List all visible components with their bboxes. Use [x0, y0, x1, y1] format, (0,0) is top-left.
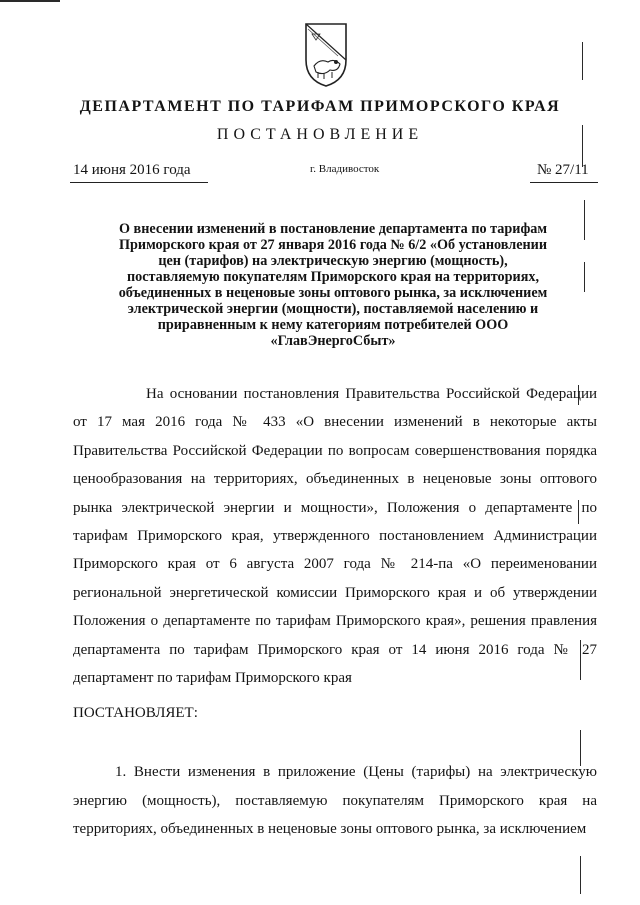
primorsky-krai-coat-of-arms-icon: [300, 20, 352, 88]
document-number: № 27/11: [537, 162, 589, 178]
preamble-paragraph: На основании постановления Правительства Российской Федерации от 17 мая 2016 года № 433 «О внесении изменений в некоторые акты Правительства Российской Федерации по вопросам совершенствования порядка ценообразования на территориях, объединенных в неценовые зоны оптового рынка электрической энергии и мощности», Положения о департаменте по тарифам Приморского края, утвержденного постановлением Администрации Приморского края от 6 августа 2007 года № 214-па «О переименовании региональной энергетической комиссии Приморского края и об утверждении Положения о департаменте по тарифам Приморского края», решения правления департамента по тарифам Приморского края от 14 июня 2016 года № 27 департамент по тарифам Приморского края: [73, 386, 597, 687]
scan-artifact-line: [580, 856, 581, 894]
number-underline: [530, 182, 598, 183]
scan-artifact-line: [584, 200, 585, 240]
document-city: г. Владивосток: [310, 163, 380, 175]
resolves-heading: ПОСТАНОВЛЯЕТ:: [73, 705, 198, 721]
document-type: ПОСТАНОВЛЕНИЕ: [216, 126, 424, 143]
document-body: [73, 380, 597, 692]
document-title: О внесении изменений в постановление департамента по тарифам Приморского края от 27 января 2016 года № 6/2 «Об установлении цен (тарифов) на электрическую энергию (мощность), поставляемую покупателям Приморского края на территориях, объединенных в неценовые зоны оптового рынка, за исключением электрической энергии (мощности), поставляемой населению и приравненным к нему категориям потребителей ООО «ГлавЭнергоСбыт»: [118, 221, 548, 349]
scan-artifact-top-dashes: [0, 0, 60, 2]
scan-artifact-line: [584, 262, 585, 292]
document-date: 14 июня 2016 года: [73, 162, 191, 178]
scan-artifact-line: [582, 42, 583, 80]
organization-name: ДЕПАРТАМЕНТ ПО ТАРИФАМ ПРИМОРСКОГО КРАЯ: [79, 98, 561, 115]
date-underline: [70, 182, 208, 183]
resolution-item-1: 1. Внести изменения в приложение (Цены (тарифы) на электрическую энергию (мощность), поставляемую покупателям Приморского края на территориях, объединенных в неценовые зоны оптового рынка, за исключением: [73, 764, 597, 837]
